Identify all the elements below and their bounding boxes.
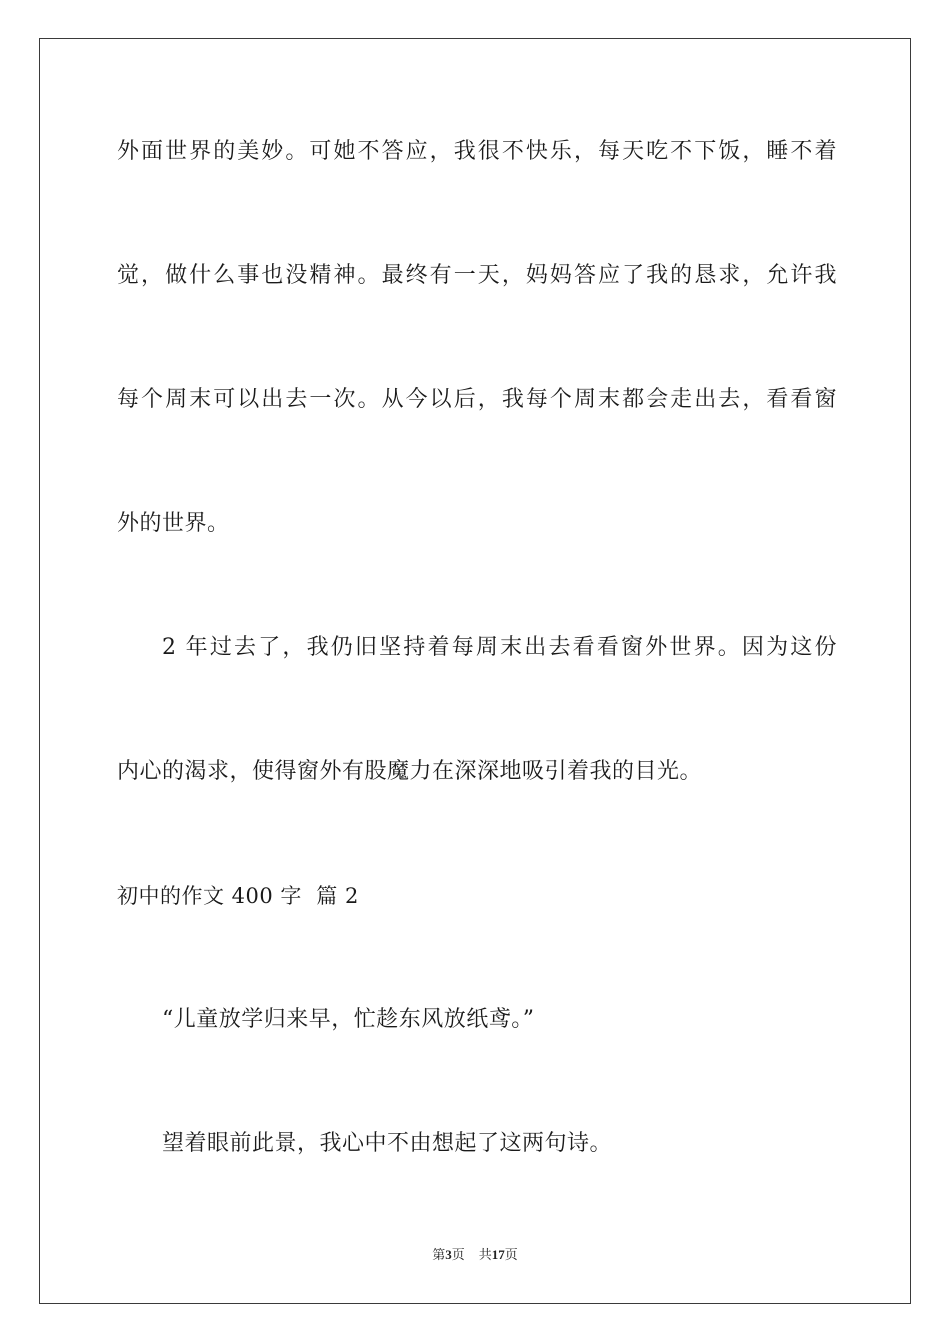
page-number: 3 <box>445 1247 452 1262</box>
section-heading: 初中的作文 400 字 篇 2 <box>117 884 359 908</box>
body-line-4: 外的世界。 <box>117 511 230 536</box>
body-line-7: 望着眼前此景，我心中不由想起了这两句诗。 <box>162 1131 613 1156</box>
body-line-2: 觉，做什么事也没精神。最终有一天，妈妈答应了我的恳求，允许我 <box>117 263 837 288</box>
total-pages: 17 <box>491 1247 505 1262</box>
page-border <box>39 38 911 1304</box>
page-suffix: 页 <box>451 1247 465 1262</box>
page-prefix: 第 <box>432 1247 446 1262</box>
total-suffix: 页 <box>504 1247 518 1262</box>
page-footer <box>0 1246 950 1264</box>
body-line-1: 外面世界的美妙。可她不答应，我很不快乐，每天吃不下饭，睡不着 <box>117 139 837 164</box>
total-prefix: 共 <box>478 1247 492 1262</box>
body-line-6: 内心的渴求，使得窗外有股魔力在深深地吸引着我的目光。 <box>117 759 703 784</box>
body-line-5: 2 年过去了，我仍旧坚持着每周末出去看看窗外世界。因为这份 <box>162 635 837 660</box>
body-line-3: 每个周末可以出去一次。从今以后，我每个周末都会走出去，看看窗 <box>117 387 837 412</box>
poem-quote: “儿童放学归来早，忙趁东风放纸鸢。” <box>162 1007 535 1032</box>
